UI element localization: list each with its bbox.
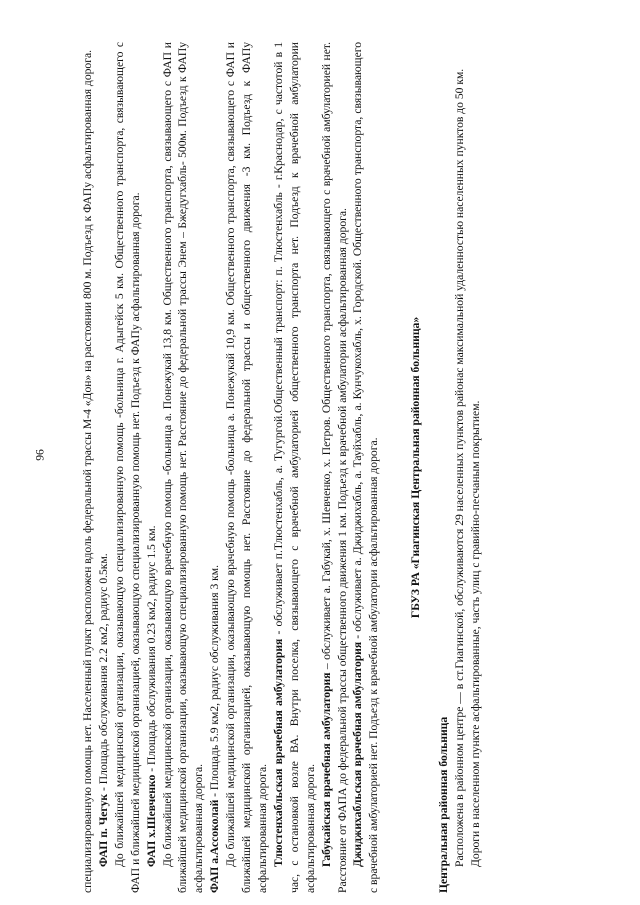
- paragraph: [80, 42, 96, 893]
- paragraph-text: До ближайшей медицинской организации, оказывающую специализированную помощь -больница г. Адыгейск 5 км. Общественного транспорта, связывающего с ФАП и ближайшей медицинской организацией, оказывающую специализированную помощь нет. Подъезд к ФАПу асфальтированная дорога.: [112, 42, 142, 893]
- paragraph-text: специализированную помощь нет. Населенный пункт расположен вдоль федеральной трассы М-4 «Дон» на расстоянии 800 м. Подъезд к ФАПу асфальтированная дорога.: [81, 49, 94, 893]
- section-fap-list: [80, 42, 382, 893]
- section-subheading: Центральная районная больница: [437, 716, 451, 893]
- paragraph-text: - обслуживает п.Тлюстенхабль, а. Тугургой.Общественный транспорт: п. Тлюстенхабль - г.Краснодар, с частотой в 1 час, с остановкой возле ВА. Внутри поселка, связывающего с врачебной амбулаторией общественного транспорта нет. Подъезд к врачебной амбулатории асфальтированная дорога.: [271, 42, 317, 893]
- paragraph-text: - Площадь 5.9 км2, радиус обслуживания 3 км.: [208, 564, 222, 800]
- paragraph: [223, 42, 271, 893]
- paragraph-text: До ближайшей медицинской организации, оказывающую врачебную помощь -больница а. Понежукай 10,9 км. Общественного транспорта, связывающего с ФАП и ближайшей медицинской организацией, оказывающую помощь нет. Расстояние до федеральной трассы и общественного движения -3 км. Подъезд к ФАПу асфальтированная дорога.: [224, 42, 269, 893]
- section-heading: ГБУЗ РА «Гиагинская Центральная районная больница»: [409, 316, 423, 619]
- section-crb: [452, 42, 484, 893]
- paragraph: [112, 42, 144, 893]
- paragraph-bold-lead: Габукайская врачебная амбулатория: [319, 672, 333, 867]
- paragraph-text: – обслуживает а. Габукай, х. Шевченко, х. Петров. Общественного транспорта, связывающего с врачебной амбулаторией нет. Расстояние от ФАПА до федеральной трассы общественного движения 1 км. Подъезд к врачебной амбулатории асфальтированная дорога.: [319, 42, 349, 893]
- paragraph-text: - обслуживает а. Джиджихабль, а. Тауйхабль, а. Кунчукохабль, х. Городской. Общественного транспорта, связывающего с врачебной амбулаторией нет. Подъезд к врачебной амбулатории асфальтированная дорога.: [351, 42, 381, 893]
- paragraph-text: - Площадь обслуживания 0.23 км2, радиус 1.5 км.: [144, 525, 158, 775]
- paragraph-bold-lead: ФАП а.Ассоколай: [208, 799, 222, 893]
- rotated-text-body: [80, 42, 625, 893]
- paragraph: [319, 42, 351, 893]
- paragraph: [452, 42, 468, 893]
- paragraph: [271, 42, 319, 893]
- paragraph-text: До ближайшей медицинской организации, оказывающую врачебную помощь -больница а. Понежукай 13,8 км. Общественного транспорта, связывающего с ФАП и ближайшей медицинской организации, оказывающую специализированную помощь нет. Расстояние до федеральной трассы Энем – Бжедугхабль- 500м. Подъезд к ФАПу асфальтированная дорога.: [160, 42, 206, 893]
- paragraph-bold-lead: Джиджихабльская врачебная амбулатория: [351, 641, 365, 867]
- paragraph-bold-lead: Тлюстенхабльская врачебная амбулатория: [271, 638, 285, 867]
- paragraph: [96, 42, 112, 893]
- paragraph-text: - Площадь обслуживания 2.2 км2, радиус 0.5км.: [96, 553, 110, 794]
- paragraph: [144, 42, 160, 893]
- paragraph-bold-lead: ФАП п. Чегук: [96, 793, 110, 867]
- paragraph: [350, 42, 382, 893]
- paragraph-text: Дороги в населенном пункте асфальтированные, часть улиц с гравийно-песчаным покрытием.: [468, 400, 482, 867]
- paragraph: [468, 42, 484, 893]
- paragraph: [207, 42, 223, 893]
- paragraph: [160, 42, 208, 893]
- paragraph-text: Расположена в районном центре — в ст.Гиагинской, обслуживаются 29 населенных пунктов районас максимальной удаленностью населенных пунктов до 50 км.: [453, 68, 467, 867]
- paragraph-bold-lead: ФАП х.Шевченко: [144, 774, 158, 867]
- page-number: 96: [33, 449, 47, 461]
